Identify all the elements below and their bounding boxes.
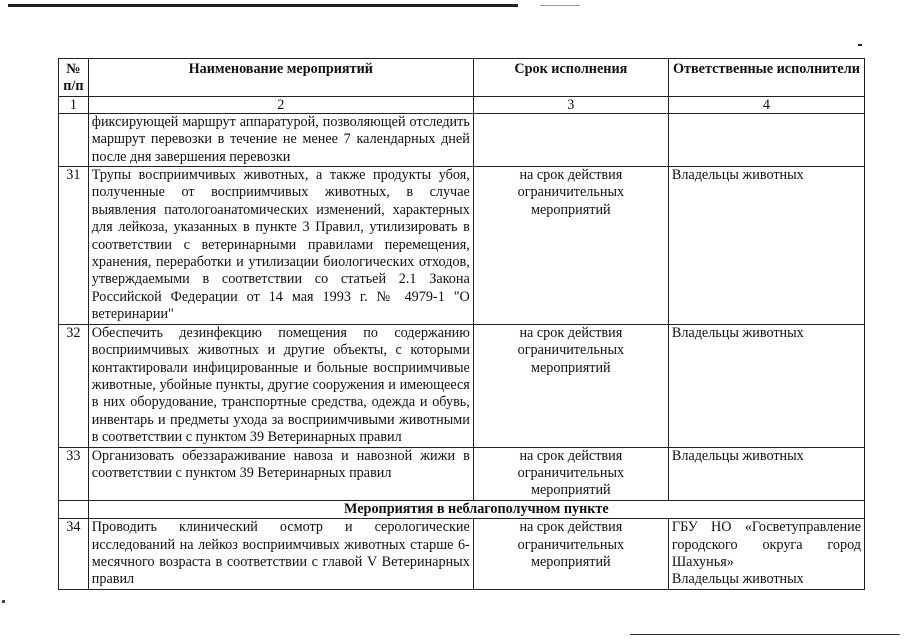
column-index-row [59, 96, 865, 113]
header-responsible: Ответственные исполнители [668, 59, 864, 97]
measures-table [58, 58, 865, 590]
row-responsible [668, 113, 864, 166]
row-term: на срок действия ограничительных мероприятий [473, 519, 668, 590]
row-name: фиксирующей маршрут аппаратурой, позволяющей отследить маршрут перевозки в течение не менее 7 календарных дней после дня завершения перевозки [88, 113, 473, 166]
row-responsible: Владельцы животных [668, 167, 864, 325]
row-term: на срок действия ограничительных мероприятий [473, 324, 668, 447]
responsible-organization: ГБУ НО «Госветуправление городского округа город Шахунья» [671, 519, 861, 570]
row-name: Проводить клинический осмотр и серологические исследований на лейкоз восприимчивых животных старше 6-месячного возраста в соответствии с главой V Ветеринарных правил [88, 519, 473, 590]
header-row [59, 59, 865, 97]
column-index-2: 2 [88, 96, 473, 113]
row-term [473, 113, 668, 166]
column-index-1: 1 [59, 96, 89, 113]
section-row [59, 500, 865, 518]
scan-edge-top-fragment [540, 5, 580, 6]
row-num: 33 [59, 447, 89, 500]
row-num: 31 [59, 167, 89, 325]
row-responsible: Владельцы животных [668, 324, 864, 447]
section-num-cell [59, 500, 89, 518]
row-name: Трупы восприимчивых животных, а также продукты убоя, полученные от восприимчивых животных, в случае выявления патологоанатомических изменений, характерных для лейкоза, указанных в пункте 3 Правил, утилизировать в соответствии с ветеринарными правилами перемещения, хранения, переработки и утилизации биологических отходов, утверждаемыми в соответствии со статьей 2.1 Закона Российской Федерации от 14 мая 1993 г. № 4979-1 "О ветеринарии" [88, 167, 473, 325]
row-num [59, 113, 89, 166]
row-term: на срок действия ограничительных мероприятий [473, 167, 668, 325]
responsible-owner: Владельцы животных [671, 571, 804, 588]
table-row [59, 113, 865, 166]
row-num: 32 [59, 324, 89, 447]
table-row [59, 519, 865, 590]
row-num: 34 [59, 519, 89, 590]
table-row [59, 324, 865, 447]
row-term: на срок действия ограничительных мероприятий [473, 447, 668, 500]
header-num: № п/п [59, 59, 89, 97]
table-row [59, 447, 865, 500]
header-name: Наименование мероприятий [88, 59, 473, 97]
column-index-4: 4 [668, 96, 864, 113]
scan-speck-left [2, 600, 5, 603]
scan-speck [858, 44, 862, 46]
header-term: Срок исполнения [473, 59, 668, 97]
row-responsible: Владельцы животных [668, 447, 864, 500]
scan-edge-bottom [630, 634, 900, 635]
section-title: Мероприятия в неблагополучном пункте [88, 500, 864, 518]
row-responsible [668, 519, 864, 590]
table-row [59, 167, 865, 325]
column-index-3: 3 [473, 96, 668, 113]
scan-edge-top [8, 4, 518, 7]
row-name: Организовать обеззараживание навоза и навозной жижи в соответствии с пунктом 39 Ветеринарных правил [88, 447, 473, 500]
row-name: Обеспечить дезинфекцию помещения по содержанию восприимчивых животных и другие объекты, с которыми контактировали инфицированные и больные восприимчивые животные, убойные пункты, другие сооружения и имеющееся в них оборудование, транспортные средства, одежда и обувь, инвентарь и предметы ухода за восприимчивыми животными в соответствии с пунктом 39 Ветеринарных правил [88, 324, 473, 447]
